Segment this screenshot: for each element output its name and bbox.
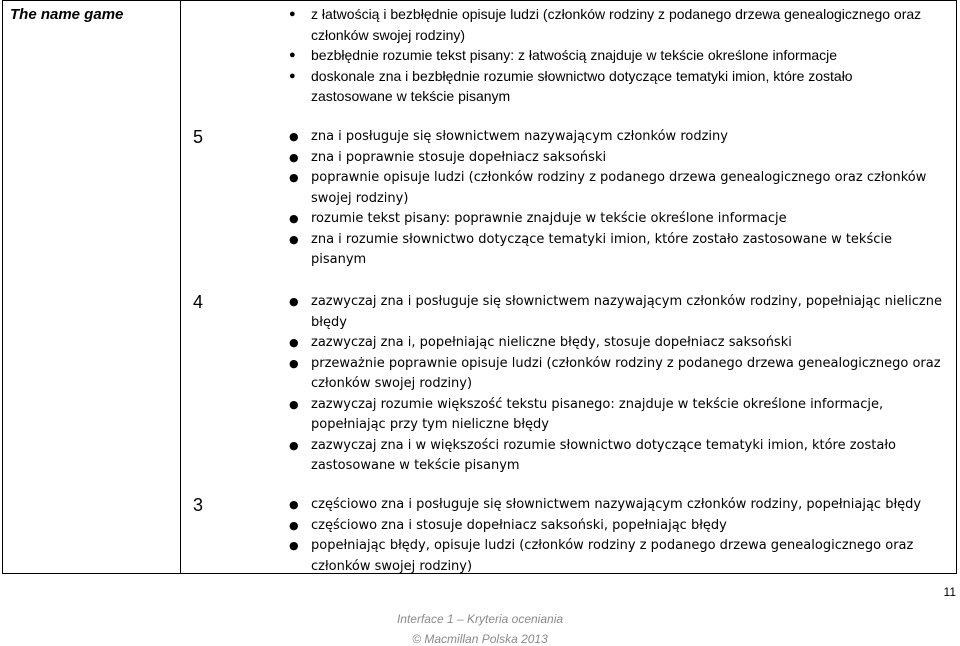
top-criteria-list bbox=[181, 4, 956, 107]
bullet-icon: ● bbox=[289, 438, 299, 452]
list-item bbox=[3, 168, 958, 189]
bullet-icon: ● bbox=[289, 356, 299, 370]
list-item-text: z łatwością i bezbłędnie opisuje ludzi (członków rodziny z podanego drzewa genealogicznego oraz bbox=[311, 6, 922, 22]
section-name-cell bbox=[3, 1, 181, 573]
grade-4-list bbox=[3, 292, 958, 477]
list-item-continuation bbox=[3, 557, 958, 578]
list-item-text: zna i poprawnie stosuje dopełniacz saksoński bbox=[311, 149, 607, 165]
list-item-text: zazwyczaj zna i posługuje się słownictwem nazywającym członków rodziny, popełniając nieliczne bbox=[311, 294, 942, 309]
bullet-icon: ● bbox=[289, 397, 299, 411]
bullet-icon: ● bbox=[289, 336, 299, 349]
footer-title: Interface 1 – Kryteria oceniania bbox=[396, 612, 564, 626]
list-item-continuation bbox=[3, 189, 958, 210]
list-item-text: częściowo zna i stosuje dopełniacz saksoński, popełniając błędy bbox=[311, 517, 727, 533]
list-item bbox=[3, 148, 958, 169]
bullet-icon: ● bbox=[289, 8, 296, 20]
list-item bbox=[3, 354, 958, 375]
grade-number: 3 bbox=[193, 495, 204, 515]
footer-copyright: © Macmillan Polska 2013 bbox=[412, 632, 548, 646]
list-item-text: zazwyczaj zna i, popełniając nieliczne błędy, stosuje dopełniacz saksoński bbox=[311, 335, 792, 350]
criteria-cell bbox=[181, 1, 956, 573]
criteria-table bbox=[2, 0, 957, 574]
bullet-icon: ● bbox=[289, 130, 299, 143]
bullet-icon: ● bbox=[289, 69, 296, 82]
list-item bbox=[3, 230, 958, 251]
list-item bbox=[3, 436, 958, 457]
list-item-continuation bbox=[3, 456, 958, 477]
list-item-text: pisanym bbox=[311, 252, 367, 267]
list-item-continuation bbox=[3, 250, 958, 271]
grade-5-list bbox=[3, 127, 958, 271]
list-item-text: błędy bbox=[311, 314, 347, 330]
list-item-continuation bbox=[3, 313, 958, 334]
list-item-text: zna i rozumie słownictwo dotyczące tematyki imion, które zostało zastosowane w tekście bbox=[311, 231, 892, 247]
bullet-icon: ● bbox=[289, 49, 296, 61]
bullet-icon: ● bbox=[289, 171, 299, 184]
bullet-icon: ● bbox=[289, 232, 299, 246]
list-item-text: swojej rodziny) bbox=[311, 190, 409, 206]
list-item bbox=[3, 209, 958, 230]
list-item-text: zastosowane w tekście pisanym bbox=[311, 458, 520, 473]
list-item-text: popełniając przy tym nieliczne błędy bbox=[311, 417, 549, 432]
list-item-text: członków swojej rodziny) bbox=[311, 376, 473, 391]
list-item-text: zazwyczaj rozumie większość tekstu pisanego: znajduje w tekście określone informacje, bbox=[311, 396, 884, 412]
bullet-icon: ● bbox=[289, 295, 299, 308]
list-item bbox=[3, 536, 958, 557]
bullet-icon: ● bbox=[289, 539, 299, 552]
list-item-text: zna i posługuje się słownictwem nazywającym członków rodziny bbox=[311, 129, 728, 144]
list-item-continuation bbox=[181, 86, 956, 107]
list-item-text: rozumie tekst pisany: poprawnie znajduje w tekście określone informacje bbox=[311, 211, 787, 226]
list-item bbox=[181, 4, 956, 25]
bullet-icon: ● bbox=[289, 212, 299, 225]
section-name: The name game bbox=[10, 6, 124, 23]
list-item bbox=[3, 127, 958, 148]
bullet-icon: ● bbox=[289, 518, 299, 532]
list-item bbox=[181, 45, 956, 66]
grade-number: 5 bbox=[193, 127, 204, 147]
list-item-continuation bbox=[3, 415, 958, 436]
page-number: 11 bbox=[943, 585, 956, 599]
grade-3-list bbox=[3, 495, 958, 577]
list-item-continuation bbox=[3, 374, 958, 395]
list-item-text: częściowo zna i posługuje się słownictwem nazywającym członków rodziny, popełniając błędy bbox=[311, 497, 922, 512]
list-item-text: popełniając błędy, opisuje ludzi (członków rodziny z podanego drzewa genealogicznego oraz bbox=[311, 538, 914, 553]
list-item-text: zastosowane w tekście pisanym bbox=[311, 88, 511, 104]
list-item-text: członków swojej rodziny) bbox=[311, 26, 466, 43]
list-item-text: zazwyczaj zna i w większości rozumie słownictwo dotyczące tematyki imion, które zostało bbox=[311, 437, 896, 453]
list-item bbox=[3, 395, 958, 416]
list-item bbox=[3, 333, 958, 354]
list-item bbox=[3, 292, 958, 313]
grade-number: 4 bbox=[193, 292, 204, 312]
bullet-icon: ● bbox=[289, 498, 299, 511]
list-item-text: poprawnie opisuje ludzi (członków rodziny z podanego drzewa genealogicznego oraz członków bbox=[311, 170, 927, 185]
list-item-text: członków swojej rodziny) bbox=[311, 558, 473, 574]
list-item bbox=[3, 516, 958, 537]
list-item-text: przeważnie poprawnie opisuje ludzi (członków rodziny z podanego drzewa genealogicznego oraz bbox=[311, 355, 941, 371]
list-item-text: doskonale zna i bezbłędnie rozumie słownictwo dotyczące tematyki imion, które zostało bbox=[311, 67, 853, 84]
list-item-continuation bbox=[181, 25, 956, 46]
list-item-text: bezbłędnie rozumie tekst pisany: z łatwością znajduje w tekście określone informacje bbox=[311, 47, 838, 63]
list-item bbox=[181, 66, 956, 87]
bullet-icon: ● bbox=[289, 150, 299, 164]
list-item bbox=[3, 495, 958, 516]
